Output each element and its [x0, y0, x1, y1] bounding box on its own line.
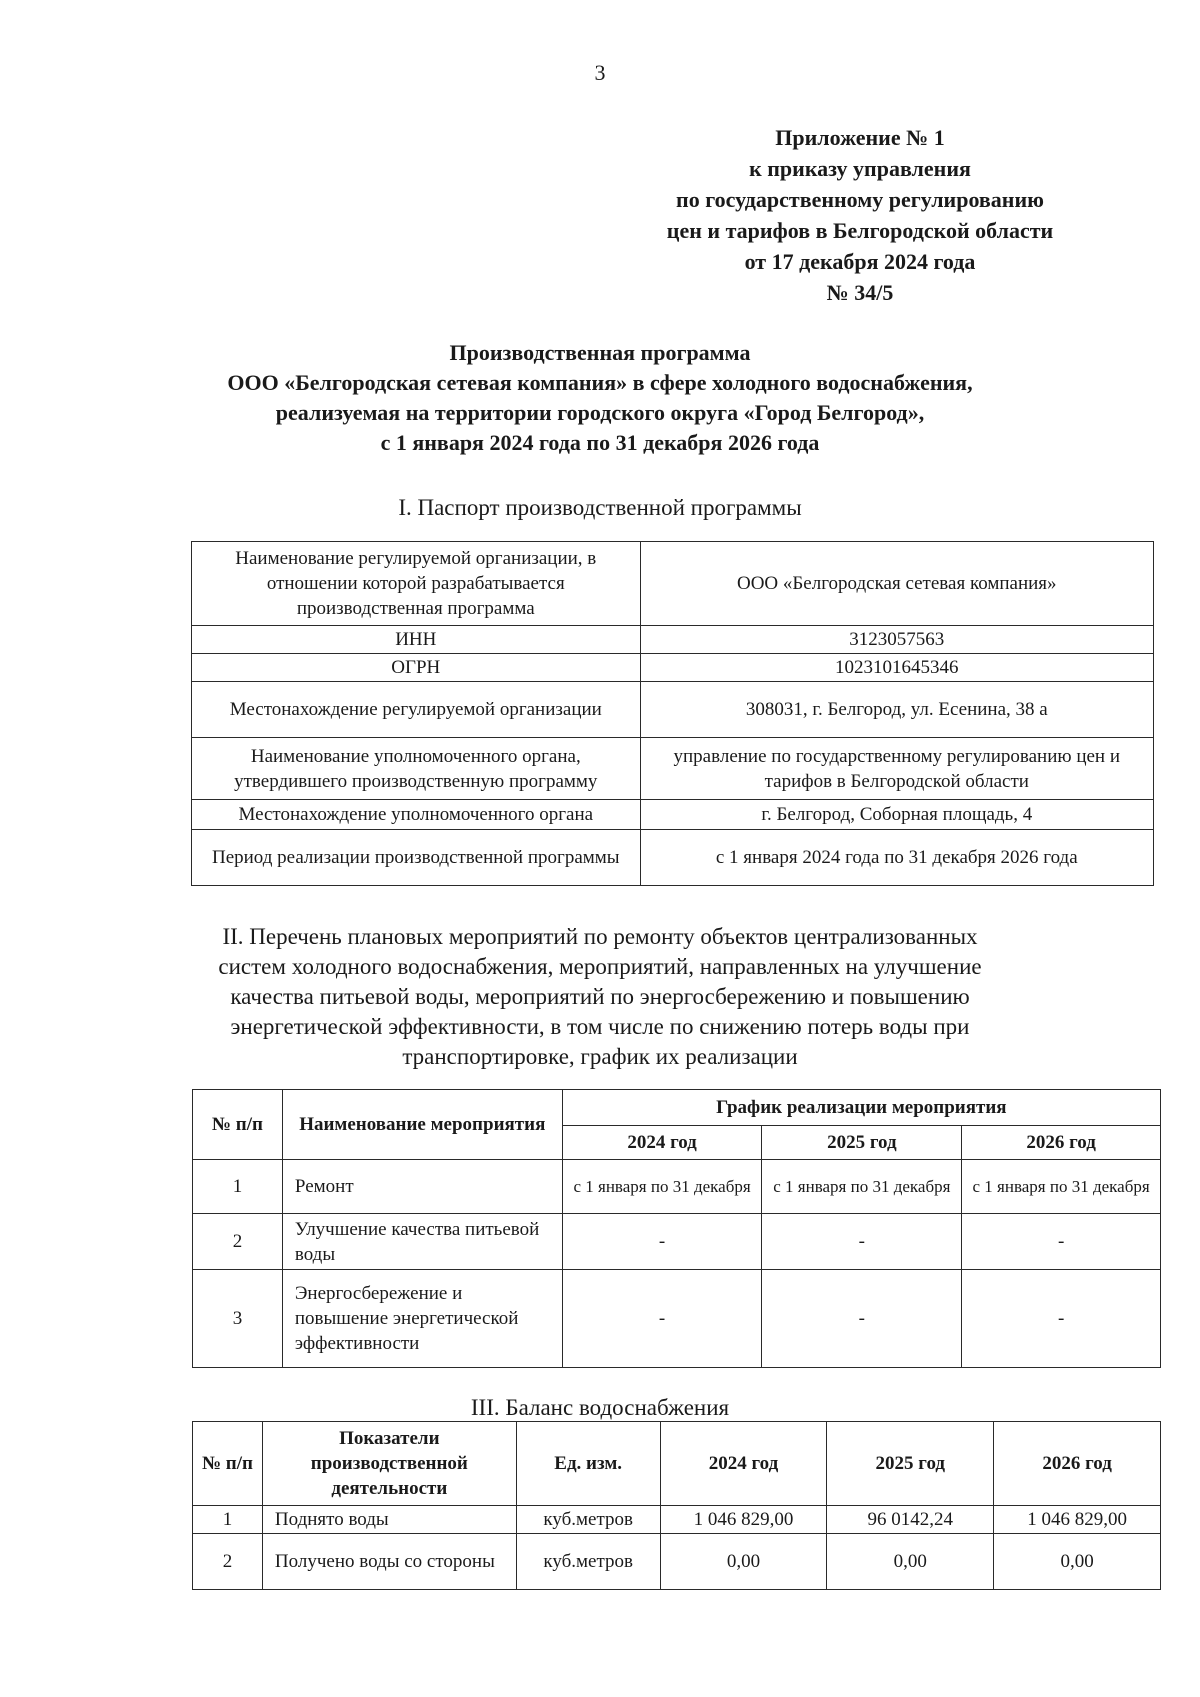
header-year: 2026 год: [962, 1126, 1161, 1160]
row-value: с 1 января по 31 декабря: [562, 1160, 762, 1214]
passport-value: 3123057563: [640, 626, 1153, 654]
passport-label: Период реализации производственной программы: [192, 830, 641, 886]
section2-title-line: систем холодного водоснабжения, мероприятий, направленных на улучшение: [218, 954, 982, 979]
passport-label: Наименование регулируемой организации, в отношении которой разрабатывается производственная программа: [192, 542, 641, 626]
table-row: [193, 1270, 1161, 1368]
balance-table: [192, 1421, 1161, 1590]
appendix-line: цен и тарифов в Белгородской области: [666, 218, 1054, 243]
row-value: -: [762, 1214, 962, 1270]
appendix-line: Приложение № 1: [775, 125, 945, 150]
section2-title-line: энергетической эффективности, в том числе по снижению потерь воды при: [230, 1014, 970, 1039]
table-row: [192, 542, 1154, 626]
table-row: [192, 800, 1154, 830]
row-value: 96 0142,24: [827, 1506, 994, 1534]
row-num: 2: [193, 1534, 263, 1590]
table-row: [193, 1214, 1161, 1270]
section3-title: III. Баланс водоснабжения: [470, 1395, 730, 1420]
section2-title-line: транспортировке, график их реализации: [402, 1044, 798, 1069]
table-row: [192, 626, 1154, 654]
header-year: 2024 год: [562, 1126, 762, 1160]
table-row: [193, 1160, 1161, 1214]
row-num: 3: [193, 1270, 283, 1368]
appendix-line: к приказу управления: [749, 156, 971, 181]
row-value: -: [962, 1214, 1161, 1270]
appendix-line: № 34/5: [826, 280, 894, 305]
program-title-line: с 1 января 2024 года по 31 декабря 2026 года: [380, 430, 820, 455]
passport-value: 1023101645346: [640, 654, 1153, 682]
row-unit: куб.метров: [516, 1534, 660, 1590]
row-value: 1 046 829,00: [994, 1506, 1161, 1534]
row-name: Ремонт: [282, 1160, 562, 1214]
row-value: 1 046 829,00: [660, 1506, 827, 1534]
row-value: 0,00: [660, 1534, 827, 1590]
section2-title: [80, 922, 1120, 1072]
row-num: 1: [193, 1506, 263, 1534]
appendix-block: [600, 122, 1120, 308]
section1-title: I. Паспорт производственной программы: [398, 495, 802, 520]
row-name: Получено воды со стороны: [262, 1534, 516, 1590]
passport-value: 308031, г. Белгород, ул. Есенина, 38 а: [640, 682, 1153, 738]
passport-value: ООО «Белгородская сетевая компания»: [640, 542, 1153, 626]
events-table: [192, 1089, 1161, 1368]
row-value: 0,00: [827, 1534, 994, 1590]
row-value: -: [562, 1214, 762, 1270]
table-row: [193, 1506, 1161, 1534]
passport-table: [191, 541, 1154, 886]
row-value: 0,00: [994, 1534, 1161, 1590]
section2-title-line: II. Перечень плановых мероприятий по ремонту объектов централизованных: [222, 924, 978, 949]
header-unit: Ед. изм.: [516, 1422, 660, 1506]
row-unit: куб.метров: [516, 1506, 660, 1534]
appendix-line: от 17 декабря 2024 года: [744, 249, 976, 274]
header-num: № п/п: [193, 1090, 283, 1160]
page-number: 3: [594, 60, 606, 85]
passport-label: Местонахождение регулируемой организации: [192, 682, 641, 738]
header-year: 2024 год: [660, 1422, 827, 1506]
table-row: [192, 738, 1154, 800]
passport-value: управление по государственному регулированию цен и тарифов в Белгородской области: [640, 738, 1153, 800]
section2-title-line: качества питьевой воды, мероприятий по энергосбережению и повышению: [230, 984, 970, 1009]
header-year: 2025 год: [827, 1422, 994, 1506]
header-num: № п/п: [193, 1422, 263, 1506]
passport-label: ОГРН: [192, 654, 641, 682]
row-value: -: [562, 1270, 762, 1368]
row-num: 2: [193, 1214, 283, 1270]
row-value: с 1 января по 31 декабря: [762, 1160, 962, 1214]
program-title-line: реализуемая на территории городского округа «Город Белгород»,: [275, 400, 925, 425]
program-title-line: ООО «Белгородская сетевая компания» в сфере холодного водоснабжения,: [227, 370, 973, 395]
header-name: Наименование мероприятия: [282, 1090, 562, 1160]
row-name: Поднято воды: [262, 1506, 516, 1534]
table-header-row: [193, 1422, 1161, 1506]
row-value: -: [962, 1270, 1161, 1368]
appendix-line: по государственному регулированию: [676, 187, 1044, 212]
row-value: с 1 января по 31 декабря: [962, 1160, 1161, 1214]
program-title-line: Производственная программа: [449, 340, 751, 365]
header-schedule: График реализации мероприятия: [562, 1090, 1160, 1126]
passport-label: Местонахождение уполномоченного органа: [192, 800, 641, 830]
table-row: [192, 830, 1154, 886]
passport-value: с 1 января 2024 года по 31 декабря 2026 года: [640, 830, 1153, 886]
passport-value: г. Белгород, Соборная площадь, 4: [640, 800, 1153, 830]
header-indicator: Показатели производственной деятельности: [262, 1422, 516, 1506]
table-row: [192, 654, 1154, 682]
program-title: [80, 338, 1120, 458]
row-num: 1: [193, 1160, 283, 1214]
row-value: -: [762, 1270, 962, 1368]
row-name: Энергосбережение и повышение энергетической эффективности: [282, 1270, 562, 1368]
passport-label: ИНН: [192, 626, 641, 654]
row-name: Улучшение качества питьевой воды: [282, 1214, 562, 1270]
table-row: [192, 682, 1154, 738]
passport-label: Наименование уполномоченного органа, утвердившего производственную программу: [192, 738, 641, 800]
table-row: [193, 1534, 1161, 1590]
header-year: 2025 год: [762, 1126, 962, 1160]
header-year: 2026 год: [994, 1422, 1161, 1506]
table-header-row: [193, 1090, 1161, 1126]
